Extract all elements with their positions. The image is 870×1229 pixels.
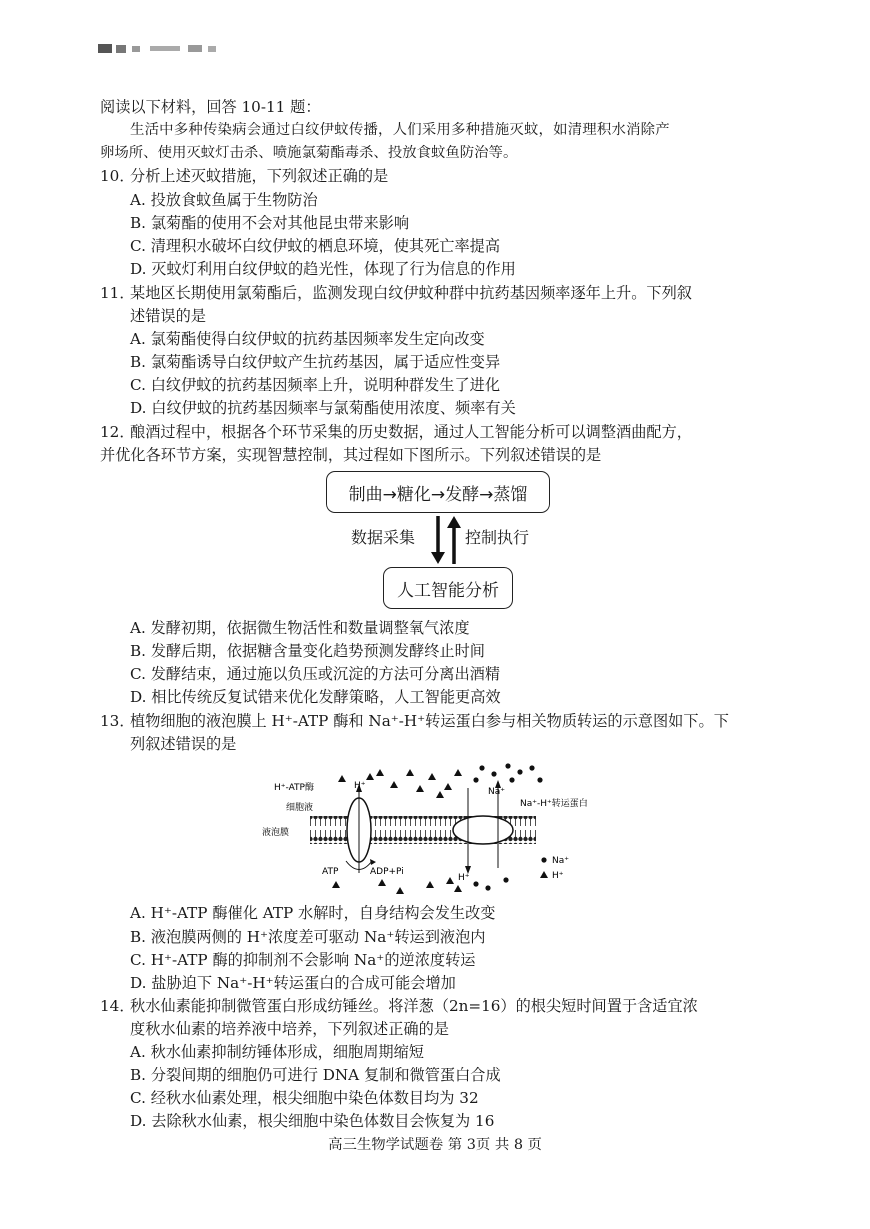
- question-13-option-a: A. H⁺-ATP 酶催化 ATP 水解时，自身结构会发生改变: [130, 904, 496, 922]
- question-14-stem-line-2: 度秋水仙素的培养液中培养，下列叙述正确的是: [130, 1020, 449, 1038]
- question-12-stem-line-1: 酿酒过程中，根据各个环节采集的历史数据，通过人工智能分析可以调整酒曲配方，: [130, 423, 692, 441]
- material-line-1: 生活中多种传染病会通过白纹伊蚊传播，人们采用多种措施灭蚊，如清理积水消除产: [130, 122, 670, 138]
- question-14-option-b: B. 分裂间期的细胞仍可进行 DNA 复制和微管蛋白合成: [130, 1066, 501, 1084]
- question-12-stem-line-2: 并优化各环节方案，实现智慧控制，其过程如下图所示。下列叙述错误的是: [100, 446, 602, 464]
- material-line-2: 卵场所、使用灭蚊灯击杀、喷施氯菊酯毒杀、投放食蚊鱼防治等。: [100, 145, 518, 161]
- label-vacuole-membrane: 液泡膜: [262, 828, 290, 838]
- question-14-option-c: C. 经秋水仙素处理，根尖细胞中染色体数目均为 32: [130, 1089, 479, 1107]
- label-h-bottom: H⁺: [458, 873, 470, 883]
- question-10-stem: 分析上述灭蚊措施，下列叙述正确的是: [130, 167, 389, 185]
- question-14-number: 14．: [100, 997, 135, 1015]
- question-13-option-c: C. H⁺-ATP 酶的抑制剂不会影响 Na⁺的逆浓度转运: [130, 951, 476, 969]
- question-11-option-b: B. 氯菊酯诱导白纹伊蚊产生抗药基因，属于适应性变异: [130, 353, 501, 371]
- question-14-stem-line-1: 秋水仙素能抑制微管蛋白形成纺锤丝。将洋葱（2n=16）的根尖短时间置于含适宜浓: [130, 997, 698, 1015]
- label-na-top: Na⁺: [488, 787, 505, 797]
- question-13-stem-line-1: 植物细胞的液泡膜上 H⁺-ATP 酶和 Na⁺-H⁺转运蛋白参与相关物质转运的示意图如下。下: [130, 712, 729, 730]
- question-10-option-b: B. 氯菊酯的使用不会对其他昆虫带来影响: [130, 214, 410, 232]
- question-11-option-d: D. 白纹伊蚊的抗药基因频率与氯菊酯使用浓度、频率有关: [130, 399, 516, 417]
- intro-prompt: 阅读以下材料，回答 10-11 题：: [100, 98, 321, 116]
- question-13-option-b: B. 液泡膜两侧的 H⁺浓度差可驱动 Na⁺转运到液泡内: [130, 928, 486, 946]
- question-12-number: 12．: [100, 423, 135, 441]
- flow-left-label: 数据采集: [351, 528, 416, 547]
- question-11-option-a: A. 氯菊酯使得白纹伊蚊的抗药基因频率发生定向改变: [130, 330, 485, 348]
- label-h-top: H⁺: [354, 781, 366, 791]
- page-footer: 高三生物学试题卷 第 3页 共 8 页: [328, 1137, 542, 1153]
- membrane-transport-figure: [258, 758, 590, 898]
- question-12-option-a: A. 发酵初期，依据微生物活性和数量调整氧气浓度: [130, 619, 470, 637]
- question-10-option-c: C. 清理积水破坏白纹伊蚊的栖息环境，使其死亡率提高: [130, 237, 501, 255]
- flow-right-label: 控制执行: [465, 528, 530, 547]
- label-adp: ADP+Pi: [370, 867, 404, 877]
- question-10-number: 10．: [100, 167, 135, 185]
- question-14-option-d: D. 去除秋水仙素，根尖细胞中染色体数目会恢复为 16: [130, 1112, 495, 1130]
- label-cytosol: 细胞液: [286, 803, 314, 813]
- flow-arrows: [428, 514, 464, 566]
- na-h-antiporter-protein: [453, 816, 513, 844]
- flow-bottom-box: 人工智能分析: [383, 567, 513, 609]
- legend-na: Na⁺: [552, 856, 569, 866]
- question-11-number: 11．: [100, 284, 135, 302]
- label-h-atpase: H⁺-ATP酶: [274, 783, 314, 793]
- question-10-option-d: D. 灭蚊灯利用白纹伊蚊的趋光性，体现了行为信息的作用: [130, 260, 516, 278]
- question-12-option-c: C. 发酵结束，通过施以负压或沉淀的方法可分离出酒精: [130, 665, 501, 683]
- flow-top-box: 制曲→糖化→发酵→蒸馏: [326, 471, 550, 513]
- question-12-option-d: D. 相比传统反复试错来优化发酵策略，人工智能更高效: [130, 688, 501, 706]
- question-12-option-b: B. 发酵后期，依据糖含量变化趋势预测发酵终止时间: [130, 642, 485, 660]
- label-atp: ATP: [322, 867, 339, 877]
- question-11-option-c: C. 白纹伊蚊的抗药基因频率上升，说明种群发生了进化: [130, 376, 501, 394]
- question-13-stem-line-2: 列叙述错误的是: [130, 735, 237, 753]
- question-13-option-d: D. 盐胁迫下 Na⁺-H⁺转运蛋白的合成可能会增加: [130, 974, 456, 992]
- header-smudge: [98, 40, 224, 56]
- legend-h: H⁺: [552, 871, 564, 881]
- question-11-stem-line-2: 述错误的是: [130, 307, 206, 325]
- question-14-option-a: A. 秋水仙素抑制纺锤体形成，细胞周期缩短: [130, 1043, 424, 1061]
- question-13-number: 13．: [100, 712, 135, 730]
- question-11-stem-line-1: 某地区长期使用氯菊酯后，监测发现白纹伊蚊种群中抗药基因频率逐年上升。下列叙: [130, 284, 692, 302]
- question-10-option-a: A. 投放食蚊鱼属于生物防治: [130, 191, 318, 209]
- label-antiporter: Na⁺-H⁺转运蛋白: [520, 799, 588, 809]
